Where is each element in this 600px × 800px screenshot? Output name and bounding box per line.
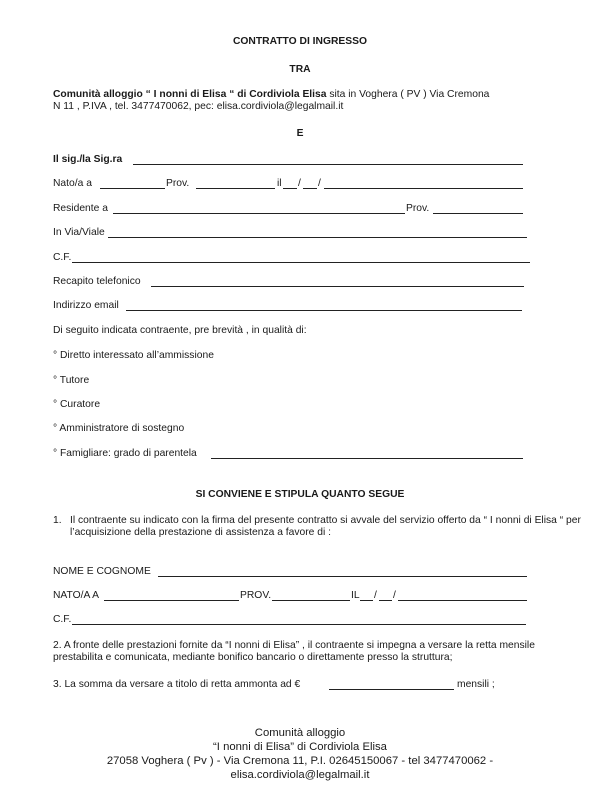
beneficiary-name-field[interactable] <box>158 576 527 577</box>
resident-prov-field[interactable] <box>433 213 523 214</box>
option-guardian[interactable]: ° Tutore <box>53 375 90 386</box>
date-month-field[interactable] <box>303 188 317 189</box>
beneficiary-date-label: IL <box>351 590 360 601</box>
option-support-administrator[interactable]: ° Amministratore di sostegno <box>53 423 185 434</box>
monthly-fee-field[interactable] <box>329 689 454 690</box>
born-prov-field[interactable] <box>196 188 275 189</box>
born-field[interactable] <box>100 188 165 189</box>
beneficiary-born-field[interactable] <box>104 600 239 601</box>
option-curator[interactable]: ° Curatore <box>53 399 101 410</box>
footer-line-2: “I nonni di Elisa” di Cordiviola Elisa <box>213 741 387 753</box>
footer-line-4: elisa.cordiviola@legalmail.it <box>230 769 370 781</box>
provider-line-1 <box>53 89 489 100</box>
option-direct-interest[interactable]: ° Diretto interessato all’ammissione <box>53 350 214 361</box>
resident-label: Residente a <box>53 203 108 214</box>
born-prov-label: Prov. <box>166 178 190 189</box>
date-sep-2: / <box>318 178 321 189</box>
provider-address: sita in Voghera ( PV ) Via Cremona <box>326 89 490 100</box>
kinship-field[interactable] <box>211 458 523 459</box>
cf-label: C.F. <box>53 252 72 263</box>
clause-1-number: 1. <box>53 515 62 526</box>
beneficiary-name-label: NOME E COGNOME <box>53 566 151 577</box>
provider-name: Comunità alloggio <box>53 89 143 100</box>
and-label: E <box>296 128 304 139</box>
clause-1-text: Il contraente su indicato con la firma del presente contratto si avvale del servizio offerto da “ I nonni di Elisa “ per l’acquisizione della prestazione di assistenza a favore di : <box>70 515 581 538</box>
resident-prov-label: Prov. <box>406 203 430 214</box>
street-field[interactable] <box>108 237 527 238</box>
email-field[interactable] <box>126 310 522 311</box>
option-family-member[interactable]: ° Famigliare: grado di parentela <box>53 448 197 459</box>
footer-line-1: Comunità alloggio <box>254 727 346 739</box>
between-label: TRA <box>289 64 311 75</box>
clause-3-prefix: 3. La somma da versare a titolo di retta ammonta ad € <box>53 679 301 690</box>
date-day-field[interactable] <box>283 188 297 189</box>
provider-name-cont: “ I nonni di <box>142 89 203 100</box>
document-title: CONTRATTO DI INGRESSO <box>232 36 368 47</box>
date-label: il <box>277 178 282 189</box>
clause-3-suffix: mensili ; <box>457 679 495 690</box>
provider-line-2: N 11 , P.IVA , tel. 3477470062, pec: elisa.cordiviola@legalmail.it <box>53 101 344 112</box>
beneficiary-prov-label: PROV. <box>240 590 272 601</box>
beneficiary-date-day[interactable] <box>360 600 373 601</box>
provider-name-elisa: Elisa <box>202 89 227 100</box>
resident-field[interactable] <box>113 213 405 214</box>
provider-owner: “ di Cordiviola <box>226 89 303 100</box>
name-field[interactable] <box>133 164 523 165</box>
beneficiary-date-sep-1: / <box>374 590 377 601</box>
beneficiary-cf-label: C.F. <box>53 614 72 625</box>
clause-2-text: 2. A fronte delle prestazioni fornite da “I nonni di Elisa” , il contraente si impegna a versare la retta mensile prestabilita e comunicata, mediante bonifico bancario o direttamente presso la struttura; <box>53 640 535 663</box>
beneficiary-born-label: NATO/A A <box>53 590 99 601</box>
email-label: Indirizzo email <box>53 300 119 311</box>
footer-line-3: 27058 Voghera ( Pv ) - Via Cremona 11, P.I. 02645150067 - tel 3477470062 - <box>106 755 494 767</box>
date-sep-1: / <box>298 178 301 189</box>
street-label: In Via/Viale <box>53 227 105 238</box>
agreement-heading: SI CONVIENE E STIPULA QUANTO SEGUE <box>195 489 405 500</box>
provider-owner-elisa: Elisa <box>302 89 327 100</box>
beneficiary-prov-field[interactable] <box>272 600 350 601</box>
beneficiary-date-year[interactable] <box>398 600 527 601</box>
date-year-field[interactable] <box>324 188 523 189</box>
beneficiary-date-sep-2: / <box>393 590 396 601</box>
name-label: Il sig./la Sig.ra <box>53 154 123 165</box>
beneficiary-date-month[interactable] <box>379 600 392 601</box>
capacity-intro: Di seguito indicata contraente, pre brevità , in qualità di: <box>53 325 307 336</box>
phone-field[interactable] <box>151 286 524 287</box>
cf-field[interactable] <box>72 262 530 263</box>
phone-label: Recapito telefonico <box>53 276 141 287</box>
born-label: Nato/a a <box>53 178 92 189</box>
beneficiary-cf-field[interactable] <box>72 624 526 625</box>
